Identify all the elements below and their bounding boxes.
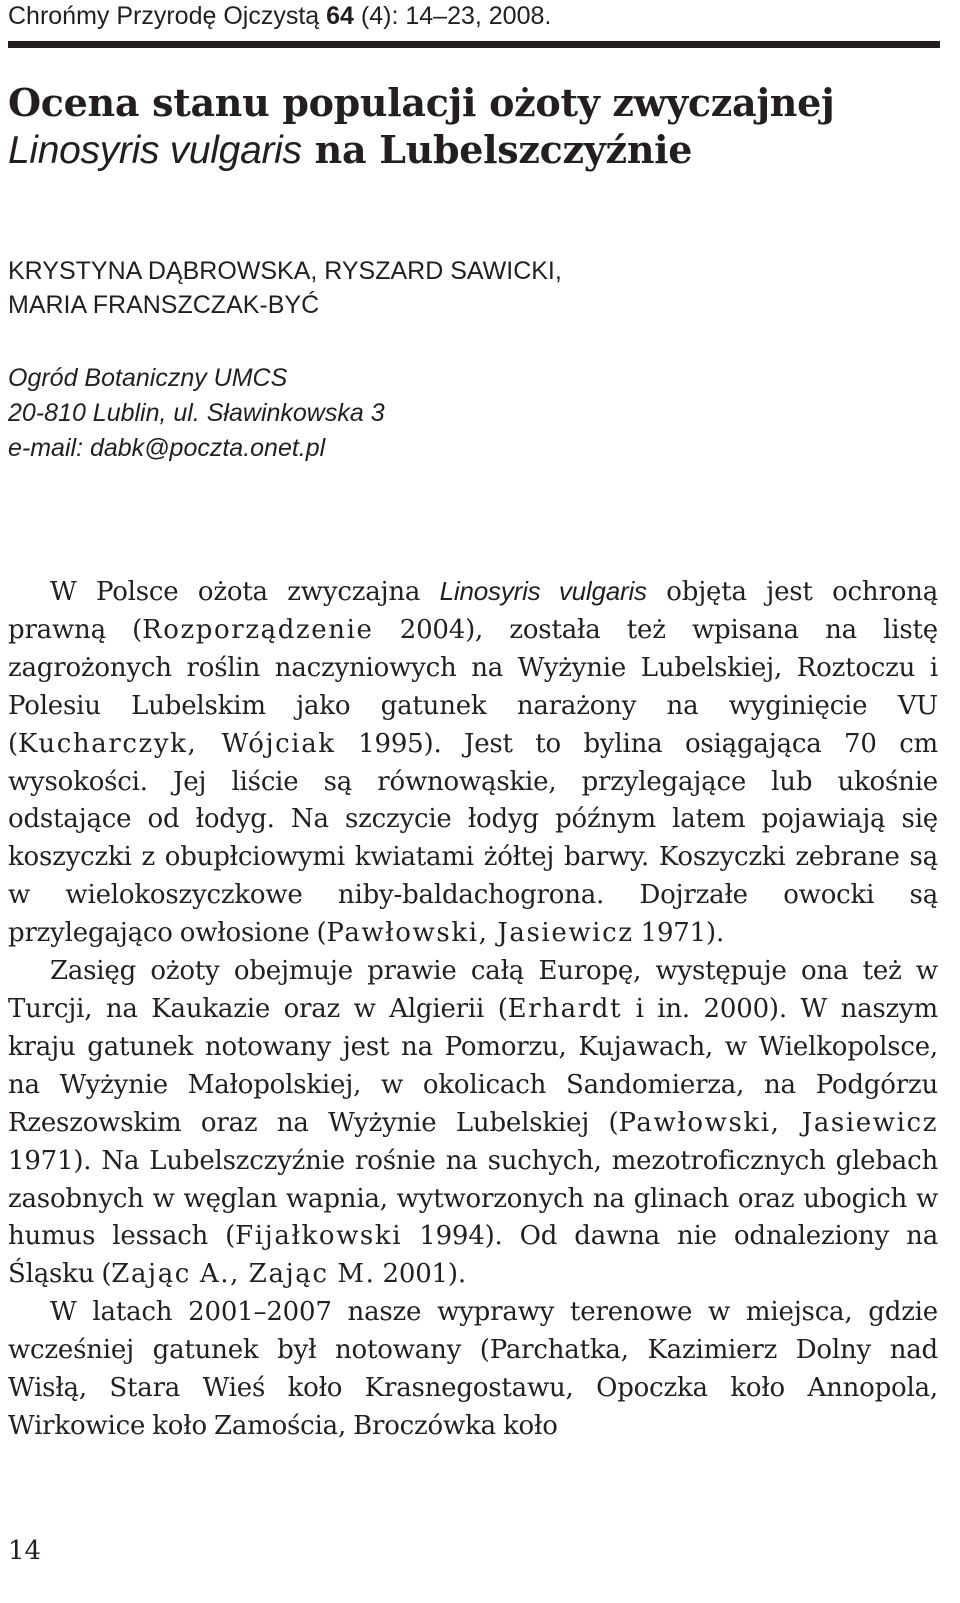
- p2-text-d: 1994). Od dawna nie odnaleziony na Śląsku (: [8, 1221, 938, 1290]
- article-body: [8, 573, 938, 1446]
- p3-text-a: W latach 2001–2007 nasze wyprawy terenowe w miejsca, gdzie wcześniej gatunek był notowany (Parchatka, Kazimierz Dolny nad Wisłą, Stara Wieś koło Krasnegostawu, Opoczka koło Annopola, Wirkowice koło Zamościa, Broczówka koło: [8, 1297, 938, 1441]
- p2-text-a: Zasięg ożoty obejmuje prawie całą Europę, występuje ona też w Turcji, na Kaukazie oraz w Algierii (: [8, 956, 938, 1024]
- p2-citation-1: Erhardt: [507, 993, 623, 1024]
- paragraph-1: [8, 573, 938, 953]
- affiliation-address: 20-810 Lublin, ul. Sławinkowska 3: [8, 399, 385, 427]
- affiliation-email: e-mail: dabk@poczta.onet.pl: [8, 434, 326, 462]
- p2-text-e: 2001).: [375, 1259, 466, 1290]
- p1-text-b: objęta jest ochroną prawną (: [8, 577, 938, 645]
- paragraph-2: [8, 953, 938, 1294]
- page-number: 14: [8, 1536, 42, 1566]
- p2-citation-3: Fijałkowski: [235, 1221, 403, 1252]
- p1-text-e: 1971).: [633, 918, 725, 949]
- header-rule: [8, 41, 940, 48]
- p2-text-b: i in. 2000). W naszym kraju gatunek notowany jest na Pomorzu, Kujawach, w Wielkopolsce, na Wyżynie Małopolskiej, w okolicach Sandomierza, na Podgórzu Rzeszowskim oraz na Wyżynie Lubelskiej (: [8, 993, 938, 1138]
- p2-citation-2: Pawłowski, Jasiewicz: [618, 1107, 938, 1138]
- p1-citation-1: Rozporządzenie: [142, 614, 374, 645]
- affiliation: [8, 361, 385, 466]
- authors-line-1: KRYSTYNA DĄBROWSKA, RYSZARD SAWICKI,: [8, 257, 562, 285]
- journal-volume: 64: [326, 2, 354, 30]
- journal-issue-pages: (4): 14–23, 2008.: [360, 2, 552, 30]
- p1-latin-name: Linosyris vulgaris: [439, 576, 647, 606]
- article-title: [8, 79, 834, 174]
- p1-text-d: 1995). Jest to bylina osiągająca 70 cm wysokości. Jej liście są równowąskie, przylegające lub ukośnie odstające od łodyg. Na szczycie łodyg późnym latem pojawiają się koszyczki z obupłciowymi kwiatami żółtej barwy. Koszyczki zebrane są w wielokoszyczkowe niby-baldachogrona. Dojrzałe owocki są przylegająco owłosione (: [8, 728, 939, 949]
- p2-citation-4: Zając A., Zając M.: [111, 1259, 376, 1290]
- journal-name: Chrońmy Przyrodę Ojczystą: [8, 2, 320, 30]
- affiliation-institution: Ogród Botaniczny UMCS: [8, 364, 288, 392]
- title-latin-name: Linosyris vulgaris: [8, 129, 302, 172]
- journal-citation: [8, 2, 551, 30]
- title-line-1: Ocena stanu populacji ożoty zwyczajnej: [8, 80, 835, 125]
- p1-text-c: 2004), została też wpisana na listę zagrożonych roślin naczyniowych na Wyżynie Lubelskiej, Roztoczu i Polesiu Lubelskim jako gatunek narażony na wyginięcie VU (: [8, 614, 938, 759]
- authors: [8, 254, 562, 322]
- p1-text-a: W Polsce ożota zwyczajna: [50, 577, 421, 607]
- p2-text-c: 1971). Na Lubelszczyźnie rośnie na suchych, mezotroficznych glebach zasobnych w węglan wapnia, wytworzonych na glinach oraz ubogich w humus lessach (: [8, 1145, 938, 1252]
- title-line-2-rest: na Lubelszczyźnie: [314, 127, 693, 172]
- authors-line-2: MARIA FRANSZCZAK-BYĆ: [8, 291, 320, 319]
- p1-citation-3: Pawłowski, Jasiewicz: [326, 918, 634, 949]
- p1-citation-2: Kucharczyk, Wójciak: [17, 728, 336, 759]
- title-line-2: [8, 126, 834, 174]
- paragraph-3: [8, 1294, 938, 1446]
